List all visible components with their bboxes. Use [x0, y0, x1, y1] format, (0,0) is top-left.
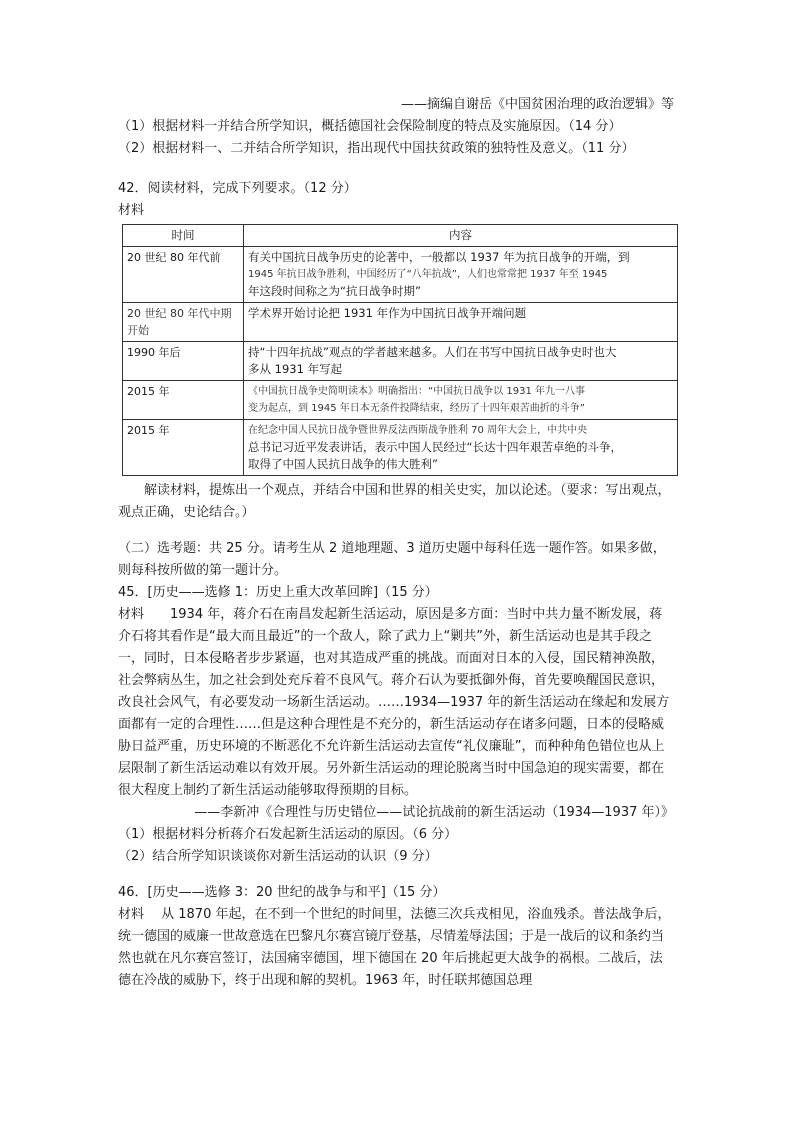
content-line: 有关中国抗日战争历史的论著中，一般都以 1937 年为抗日战争的开端，到 [248, 250, 630, 264]
table-row [123, 420, 678, 476]
table-header-content: 内容 [244, 225, 678, 247]
question-45-title: 45．[历史——选修 1：历史上重大改革回眸]（15 分） [118, 585, 438, 600]
content-line: 《中国抗日战争史简明读本》明确指出：“中国抗日战争以 1931 年九一八事 [248, 386, 585, 397]
question-46-title: 46．[历史——选修 3：20 世纪的战争与和平]（15 分） [118, 885, 446, 900]
question-45-part-2: （2）结合所学知识谈谈你对新生活运动的认识（9 分） [118, 849, 438, 864]
content-line: 多从 1931 年写起 [248, 362, 343, 376]
source-citation-41: ——摘编自谢岳《中国贫困治理的政治逻辑》等 [400, 97, 674, 112]
content-line: 取得了中国人民抗日战争的伟大胜利” [248, 457, 438, 471]
table-cell-content [244, 381, 678, 420]
content-line: 总书记习近平发表讲话，表示中国人民经过“长达十四年艰苦卓绝的斗争， [248, 440, 622, 454]
content-line: 在纪念中国人民抗日战争暨世界反法西斯战争胜利 70 周年大会上，中共中央 [248, 425, 588, 436]
table-header-row [123, 225, 678, 247]
question-45-part-1: （1）根据材料分析蒋介石发起新生活运动的原因。（6 分） [118, 827, 458, 842]
source-citation-45: ——李新冲《合理性与历史错位——试论抗战前的新生活运动（1934—1937 年）》 [194, 805, 674, 820]
table-cell-content [244, 303, 678, 342]
exam-page [118, 94, 674, 992]
table-cell-content [244, 342, 678, 381]
table-row [123, 342, 678, 381]
table-row [123, 303, 678, 342]
question-46-material: 材料 从 1870 年起，在不到一个世纪的时间里，法德三次兵戎相见，浴血残杀。普法战争后，统一德国的威廉一世故意选在巴黎凡尔赛宫镜厅登基，尽情羞辱法国；于是一战后的议和条约当然也就在凡尔赛宫签订，法国痛宰德国，埋下德国在 20 年后挑起更大战争的祸根。二战后，法德在冷战的威胁下，终于出现和解的契机。1963 年，时任联邦德国总理 [118, 907, 671, 988]
question-42-material-label: 材料 [118, 203, 145, 218]
question-45-material: 材料 1934 年，蒋介石在南昌发起新生活运动，原因是多方面：当时中共力量不断发展，蒋介石将其看作是“最大而且最近”的一个敌人，除了武力上“剿共”外，新生活运动也是其手段之一，同时，日本侵略者步步紧逼，也对其造成严重的挑战。而面对日本的入侵，国民精神涣散，社会弊病丛生，加之社会到处充斥着不良风气。蒋介石认为要抵御外侮，首先要唤醒国民意识，改良社会风气，有必要发动一场新生活运动。……1934—1937 年的新生活运动在缘起和发展方面都有一定的合理性……但是这种合理性是不充分的，新生活运动存在诸多问题，日本的侵略威胁日益严重，历史环境的不断恶化不允许新生活运动去宣传“礼仪廉耻”，而种种角色错位也从上层限制了新生活运动难以有效开展。另外新生活运动的理论脱离当时中国急迫的现实需要，都在很大程度上制约了新生活运动能够取得预期的目标。 [118, 607, 670, 798]
table-cell-time: 1990 年后 [123, 342, 244, 381]
table-cell-content [244, 420, 678, 476]
content-line: 持“十四年抗战”观点的学者越来越多。人们在书写中国抗日战争史时也大 [248, 345, 617, 359]
question-41-part-2: （2）根据材料一、二并结合所学知识，指出现代中国扶贫政策的独特性及意义。（11 分） [118, 141, 635, 156]
content-line: 变为起点，到 1945 年日本无条件投降结束，经历了十四年艰苦曲折的斗争” [248, 403, 585, 414]
content-line: 1945 年抗日战争胜利，中国经历了“八年抗战”，人们也常常把 1937 年至 1945 [248, 269, 608, 280]
table-cell-time: 2015 年 [123, 381, 244, 420]
table-cell-time: 20 世纪 80 年代中期开始 [123, 303, 244, 342]
material-table [122, 224, 678, 476]
question-41-part-1: （1）根据材料一并结合所学知识，概括德国社会保险制度的特点及实施原因。（14 分） [118, 119, 622, 134]
table-row [123, 381, 678, 420]
table-cell-content [244, 247, 678, 303]
content-line: 年这段时间称之为“抗日战争时期” [248, 284, 421, 298]
table-row [123, 247, 678, 303]
question-42-title: 42．阅读材料，完成下列要求。（12 分） [118, 181, 357, 196]
table-cell-time: 2015 年 [123, 420, 244, 476]
content-line: 学术界开始讨论把 1931 年作为中国抗日战争开端问题 [248, 306, 527, 320]
table-header-time: 时间 [123, 225, 244, 247]
section-2-intro: （二）选考题：共 25 分。请考生从 2 道地理题、3 道历史题中每科任选一题作答。如果多做，则每科按所做的第一题计分。 [118, 541, 666, 578]
question-42-task: 解读材料，提炼出一个观点，并结合中国和世界的相关史实，加以论述。（要求：写出观点，观点正确，史论结合。） [118, 483, 671, 520]
table-cell-time: 20 世纪 80 年代前 [123, 247, 244, 303]
